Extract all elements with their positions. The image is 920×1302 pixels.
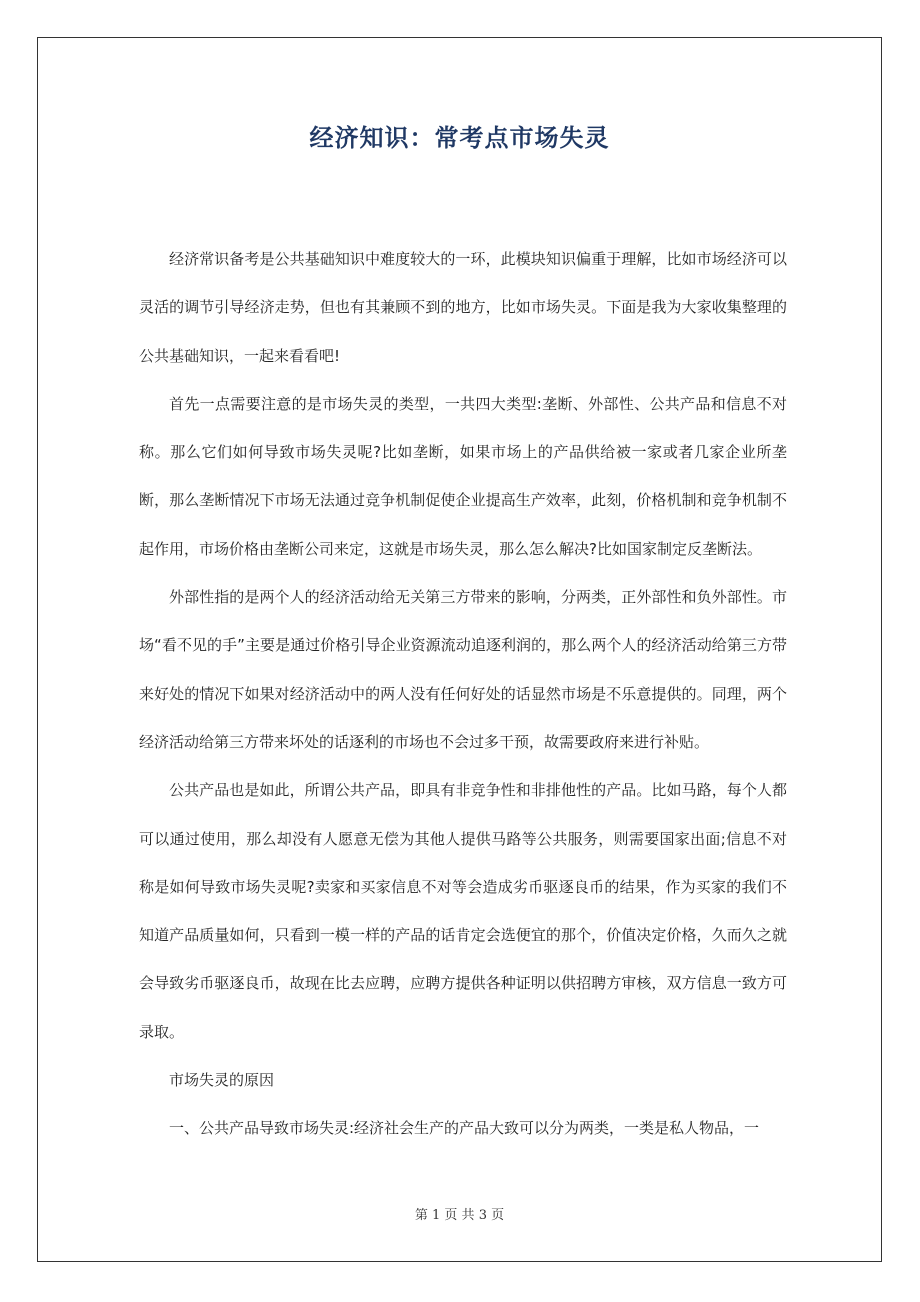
paragraph-externality: 外部性指的是两个人的经济活动给无关第三方带来的影响，分两类，正外部性和负外部性。市场“看不见的手”主要是通过价格引导企业资源流动追逐利润的，那么两个人的经济活动给第三方带来好处的情况下如果对经济活动中的两人没有任何好处的话显然市场是不乐意提供的。同理，两个经济活动给第三方带来坏处的话逐利的市场也不会过多干预，故需要政府来进行补贴。 (139, 588, 787, 751)
paragraph-public-goods: 公共产品也是如此，所谓公共产品，即具有非竞争性和非排他性的产品。比如马路，每个人都可以通过使用，那么却没有人愿意无偿为其他人提供马路等公共服务，则需要国家出面;信息不对称是如何导致市场失灵呢?卖家和买家信息不对等会造成劣币驱逐良币的结果，作为买家的我们不知道产品质量如何，只看到一模一样的产品的话肯定会选便宜的那个，价值决定价格，久而久之就会导致劣币驱逐良币，故现在比去应聘，应聘方提供各种证明以供招聘方审核，双方信息一致方可录取。 (139, 781, 787, 1041)
section-heading-causes: 市场失灵的原因 (169, 1071, 275, 1090)
document-body (139, 235, 787, 1153)
paragraph-intro: 经济常识备考是公共基础知识中难度较大的一环，此模块知识偏重于理解，比如市场经济可以灵活的调节引导经济走势，但也有其兼顾不到的地方，比如市场失灵。下面是我为大家收集整理的公共基础知识，一起来看看吧! (139, 250, 787, 365)
paragraph-types: 首先一点需要注意的是市场失灵的类型，一共四大类型:垄断、外部性、公共产品和信息不对称。那么它们如何导致市场失灵呢?比如垄断，如果市场上的产品供给被一家或者几家企业所垄断，那么垄断情况下市场无法通过竞争机制促使企业提高生产效率，此刻，价格机制和竞争机制不起作用，市场价格由垄断公司来定，这就是市场失灵，那么怎么解决?比如国家制定反垄断法。 (139, 394, 787, 558)
page-number-footer: 第 1 页 共 3 页 (414, 1208, 505, 1223)
paragraph-cause-one: 一、公共产品导致市场失灵:经济社会生产的产品大致可以分为两类，一类是私人物品，一 (169, 1119, 760, 1138)
document-title: 经济知识：常考点市场失灵 (309, 124, 610, 152)
